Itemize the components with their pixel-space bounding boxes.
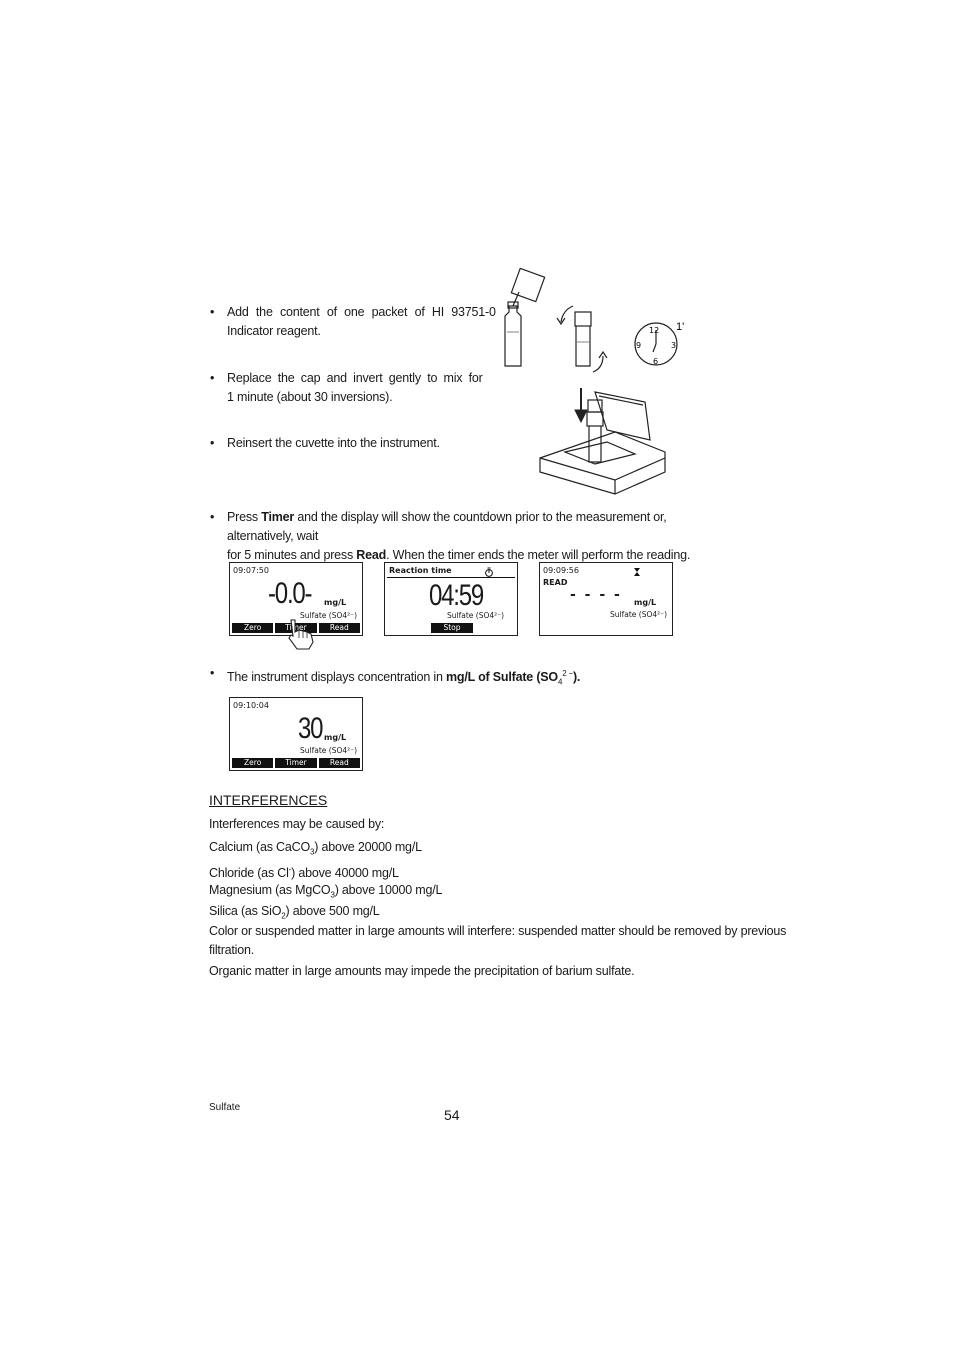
text-run: and the display will show the countdown prior to the measurement or, alternatively, wait (227, 510, 667, 543)
step-line (227, 508, 707, 546)
bullet-dot: • (210, 510, 215, 524)
bullet-dot: • (210, 666, 215, 680)
read-key-ref: Read (356, 548, 387, 562)
interferences-heading: INTERFERENCES (209, 792, 328, 808)
stopwatch-icon (484, 567, 494, 577)
lcd-countdown-value: 04:59 (429, 579, 484, 612)
interference-organic: Organic matter in large amounts may impede the precipitation of barium sulfate. (209, 964, 635, 978)
subscript: 4 (557, 677, 563, 687)
bullet-dot: • (210, 371, 215, 385)
clock-numeral: 12 (649, 326, 660, 335)
softkey-read[interactable]: Read (319, 623, 360, 633)
softkey-zero[interactable]: Zero (232, 623, 273, 633)
lcd-screen-result (229, 697, 363, 771)
softkey-read[interactable]: Read (319, 758, 360, 768)
lcd-parameter: Sulfate (SO4²⁻) (447, 611, 505, 620)
hourglass-icon (633, 567, 641, 577)
result-unit-ref: mg/L of Sulfate (SO (446, 670, 558, 685)
clock-label: 1' (676, 321, 685, 333)
lcd-softkeys (232, 758, 360, 768)
text-run: ) above 20000 mg/L (314, 840, 422, 854)
text-run: ) above 10000 mg/L (334, 883, 443, 897)
lcd-unit: mg/L (634, 598, 657, 607)
lcd-value: -0.0- (268, 577, 312, 610)
subscript: 2 (281, 911, 286, 921)
text-run: Press (227, 510, 262, 524)
softkey-timer[interactable]: Timer (275, 623, 316, 633)
text-line: Color or suspended matter in large amounts will interfere: suspended matter should be removed by previous (209, 924, 787, 938)
lcd-value: - - - - (570, 587, 622, 603)
page-number: 54 (444, 1107, 460, 1123)
lcd-time: 09:07:50 (233, 566, 269, 575)
text-run: ) above 500 mg/L (285, 904, 380, 918)
step-reinsert (210, 434, 440, 453)
superscript: 2 − (562, 669, 573, 678)
bottle-icon (505, 302, 521, 366)
superscript: - (288, 865, 292, 874)
step-add-reagent (210, 303, 496, 341)
subscript: 3 (330, 890, 335, 900)
lcd-time: 09:10:04 (233, 701, 269, 710)
step-result (210, 664, 581, 692)
text-run: Magnesium (as MgCO (209, 883, 331, 897)
lcd-screen-reading (539, 562, 673, 636)
clock-numeral: 9 (636, 341, 642, 350)
step-line: 1 minute (about 30 inversions). (227, 390, 393, 404)
softkey-stop[interactable]: Stop (431, 623, 473, 633)
lcd-unit: mg/L (324, 733, 347, 742)
interference-magnesium (209, 881, 442, 905)
subscript: 3 (310, 847, 315, 857)
text-run: . When the timer ends the meter will perform the reading. (386, 548, 691, 562)
down-arrow-icon (575, 388, 587, 422)
text-run: Silica (as SiO (209, 904, 282, 918)
rotate-arrow-icon (557, 306, 607, 372)
lcd-status: READ (543, 578, 568, 587)
bullet-dot: • (210, 305, 215, 319)
text-run: Chloride (as Cl (209, 866, 289, 881)
lcd-parameter: Sulfate (SO4²⁻) (300, 611, 358, 620)
text-run: The instrument displays concentration in (227, 670, 446, 685)
interference-chloride (209, 860, 399, 883)
step-line: Reinsert the cuvette into the instrument. (227, 436, 440, 450)
timer-key-ref: Timer (261, 510, 295, 524)
meter-instrument-icon (540, 392, 665, 494)
lcd-screen-countdown (384, 562, 518, 636)
text-run: Calcium (as CaCO (209, 840, 310, 854)
lcd-header (387, 565, 515, 578)
lcd-unit: mg/L (324, 598, 347, 607)
lcd-time: 09:09:56 (543, 566, 579, 575)
clock-numeral: 3 (671, 341, 677, 350)
cuvette-icon (575, 312, 591, 366)
clock-numeral: 6 (653, 357, 659, 366)
reagent-packet-icon (511, 268, 544, 306)
lcd-softkeys (431, 623, 473, 633)
interference-color (209, 922, 786, 960)
softkey-zero[interactable]: Zero (232, 758, 273, 768)
step-invert (210, 369, 483, 407)
step-line: Add the content of one packet of HI 93751-0 (227, 305, 496, 319)
footer-section-name: Sulfate (209, 1102, 241, 1113)
text-run: ). (572, 670, 581, 685)
pointing-hand-icon (283, 616, 319, 652)
lcd-parameter: Sulfate (SO4²⁻) (610, 610, 668, 619)
step-line: Indicator reagent. (227, 324, 321, 338)
lcd-parameter: Sulfate (SO4²⁻) (300, 746, 358, 755)
text-line: filtration. (209, 943, 255, 957)
interferences-intro: Interferences may be caused by: (209, 817, 385, 831)
step-timer (210, 508, 707, 565)
bullet-dot: • (210, 436, 215, 450)
lcd-value: 30 (298, 712, 323, 745)
text-run: for 5 minutes and press (227, 548, 357, 562)
step-line: Replace the cap and invert gently to mix for (227, 371, 483, 385)
lcd-header-title: Reaction time (389, 566, 452, 575)
text-run: ) above 40000 mg/L (291, 866, 399, 881)
interference-calcium (209, 838, 422, 862)
procedure-illustration (495, 262, 695, 502)
softkey-timer[interactable]: Timer (275, 758, 316, 768)
